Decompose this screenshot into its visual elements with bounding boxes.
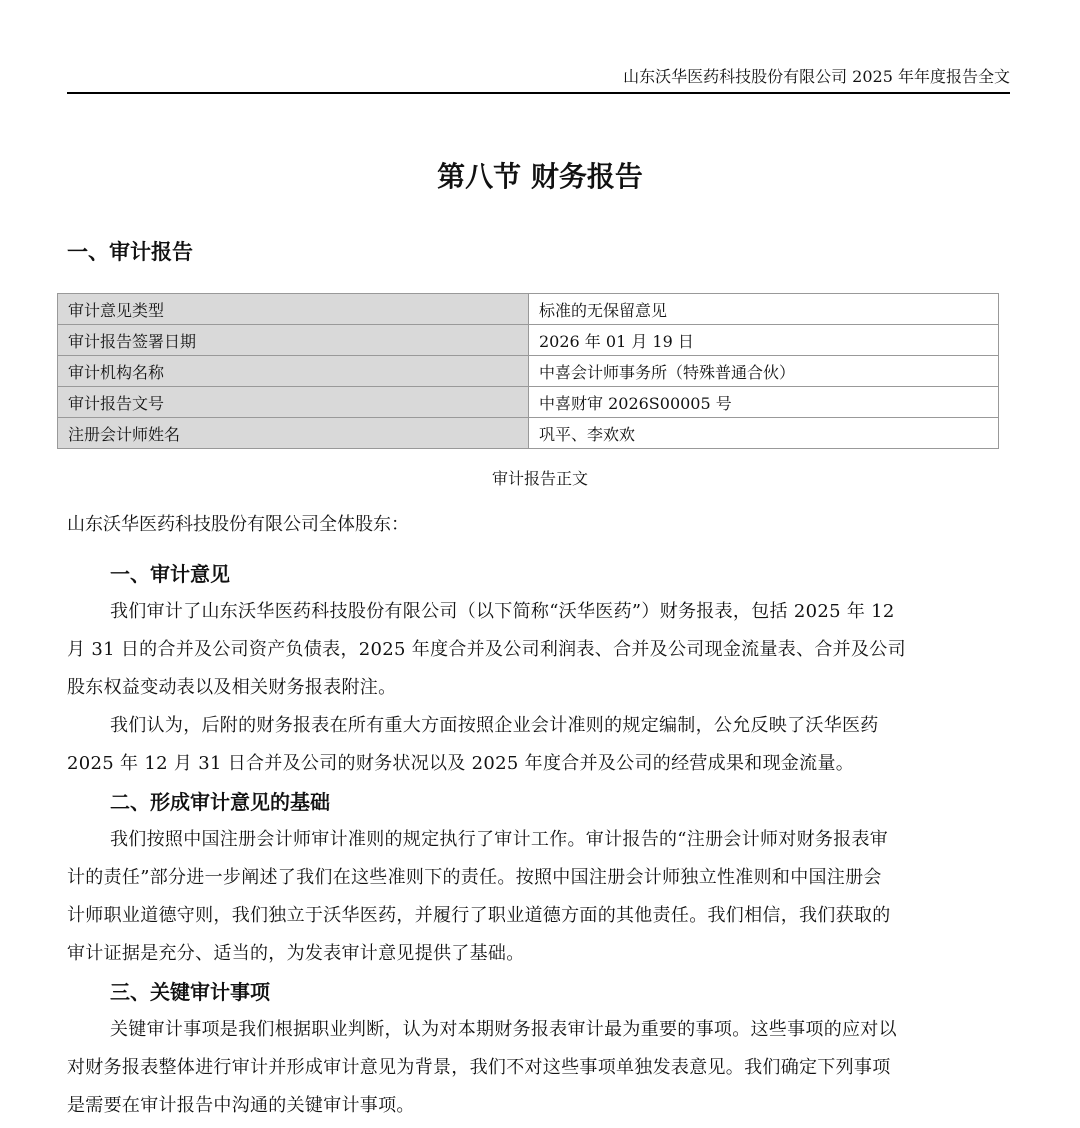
field-label: 审计报告文号	[58, 387, 529, 418]
text-line: 关键审计事项是我们根据职业判断，认为对本期财务报表审计最为重要的事项。这些事项的应对以	[110, 1019, 897, 1040]
table-row	[58, 418, 999, 449]
field-value: 中喜财审 2026S00005 号	[529, 387, 999, 418]
audit-info-table	[57, 293, 999, 449]
text-line: 计的责任”部分进一步阐述了我们在这些准则下的责任。按照中国注册会计师独立性准则和中国注册会	[67, 867, 882, 888]
table-row	[58, 325, 999, 356]
field-label: 审计机构名称	[58, 356, 529, 387]
addressee: 山东沃华医药科技股份有限公司全体股东：	[67, 514, 409, 535]
table-caption: 审计报告正文	[491, 469, 588, 488]
field-value: 中喜会计师事务所（特殊普通合伙）	[529, 356, 999, 387]
text-line: 计师职业道德守则，我们独立于沃华医药，并履行了职业道德方面的其他责任。我们相信，我们获取的	[67, 905, 891, 926]
table-row	[58, 356, 999, 387]
page-title: 第八节 财务报告	[437, 160, 643, 193]
text-line: 我们认为，后附的财务报表在所有重大方面按照企业会计准则的规定编制，公允反映了沃华医药	[110, 715, 879, 736]
field-value: 2026 年 01 月 19 日	[529, 325, 999, 356]
page-header: 山东沃华医药科技股份有限公司 2025 年年度报告全文	[67, 62, 1010, 94]
text-line: 我们审计了山东沃华医药科技股份有限公司（以下简称“沃华医药”）财务报表，包括 2025 年 12	[110, 601, 895, 622]
table-row	[58, 294, 999, 325]
text-line: 审计证据是充分、适当的，为发表审计意见提供了基础。	[67, 943, 525, 964]
field-label: 审计报告签署日期	[58, 325, 529, 356]
text-line: 月 31 日的合并及公司资产负债表，2025 年度合并及公司利润表、合并及公司现金流量表、合并及公司	[67, 639, 906, 660]
text-line: 股东权益变动表以及相关财务报表附注。	[67, 677, 397, 698]
section-heading: 一、审计报告	[67, 240, 193, 264]
subsection-heading: 一、审计意见	[110, 562, 230, 586]
subsection-heading: 三、关键审计事项	[110, 980, 270, 1004]
paragraph	[67, 821, 992, 973]
field-value: 巩平、李欢欢	[529, 418, 999, 449]
text-line: 2025 年 12 月 31 日合并及公司的财务状况以及 2025 年度合并及公司的经营成果和现金流量。	[67, 753, 855, 774]
subsection-heading: 二、形成审计意见的基础	[110, 790, 330, 814]
table-row	[58, 387, 999, 418]
report-body	[67, 555, 992, 1125]
paragraph	[67, 593, 992, 707]
field-label: 审计意见类型	[58, 294, 529, 325]
field-value: 标准的无保留意见	[529, 294, 999, 325]
paragraph	[67, 1011, 992, 1125]
paragraph	[67, 707, 992, 783]
field-label: 注册会计师姓名	[58, 418, 529, 449]
text-line: 对财务报表整体进行审计并形成审计意见为背景，我们不对这些事项单独发表意见。我们确定下列事项	[67, 1057, 891, 1078]
text-line: 我们按照中国注册会计师审计准则的规定执行了审计工作。审计报告的“注册会计师对财务报表审	[110, 829, 889, 850]
text-line: 是需要在审计报告中沟通的关键审计事项。	[67, 1095, 415, 1116]
